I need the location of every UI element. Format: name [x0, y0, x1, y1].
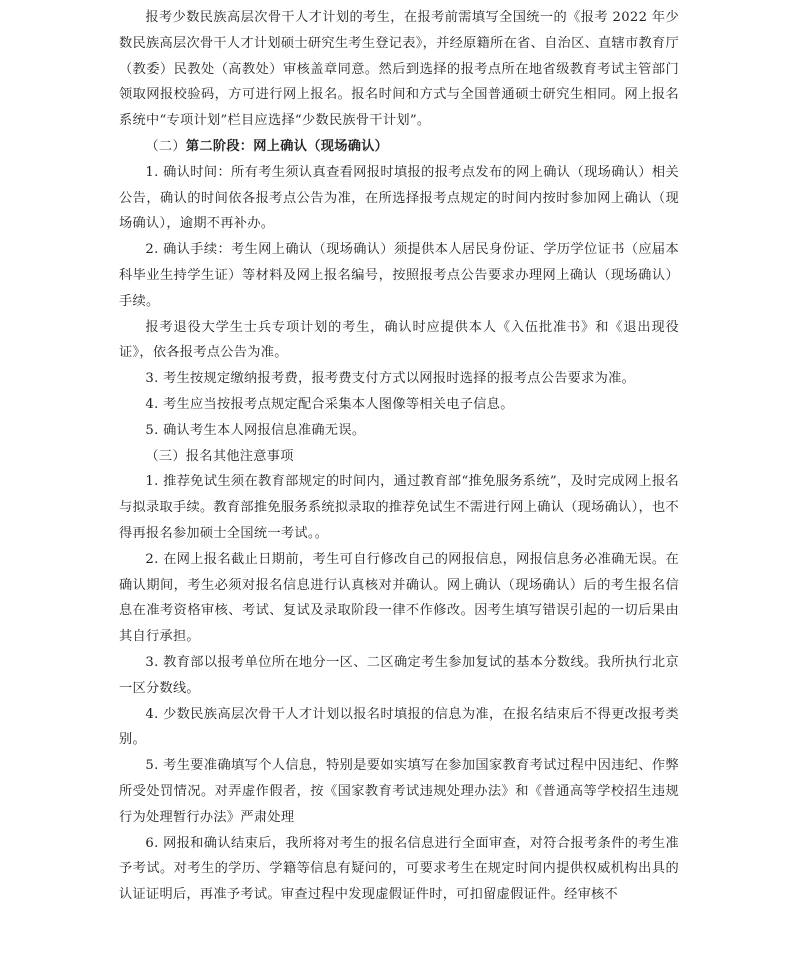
paragraph-verify-info: 5. 确认考生本人网报信息准确无误。 — [145, 422, 366, 438]
paragraph-confirm-procedure: 2. 确认手续：考生网上确认（现场确认）须提供本人居民身份证、学历学位证书（应届本科毕业生持学生证）等材料及网上报名编号，按照报考点公告要求办理网上确认（现场确认）手续。 — [119, 242, 679, 309]
paragraph-minority-program: 报考少数民族高层次骨干人才计划的考生，在报考前需填写全国统一的《报考 2022 年少数民族高层次骨干人才计划硕士研究生考生登记表》，并经原籍所在省、自治区、直辖市教育厅（教委）民教处（高教处）审核盖章同意。然后到选择的报考点所在地省级教育考试主管部门领取网报校验码，方可进行网上报名。报名时间和方式与全国普通硕士研究生相同。网上报名系统中“专项计划”栏目应选择“少数民族骨干计划”。 — [119, 10, 679, 129]
section-heading-other-notes: （三）报名其他注意事项 — [145, 448, 294, 464]
paragraph-veteran-program: 报考退役大学生士兵专项计划的考生，确认时应提供本人《入伍批准书》和《退出现役证》，依各报考点公告为准。 — [119, 319, 679, 361]
paragraph-personal-info: 5. 考生要准确填写个人信息，特别是要如实填写在参加国家教育考试过程中因违纪、作弊所受处罚情况。对弄虚作假者，按《国家教育考试违规处理办法》和《普通高等学校招生违规行为处理暂行办法》严肃处理 — [119, 758, 679, 825]
section-heading-title: 第二阶段：网上确认（现场确认） — [185, 138, 389, 154]
section-heading-stage-two — [119, 134, 679, 160]
paragraph-modify-info: 2. 在网上报名截止日期前，考生可自行修改自己的网报信息，网报信息务必准确无误。在确认期间，考生必须对报名信息进行认真核对并确认。网上确认（现场确认）后的考生报名信息在准考资格审核、考试、复试及录取阶段一律不作修改。因考生填写错误引起的一切后果由其自行承担。 — [119, 551, 679, 645]
paragraph-confirm-time: 1. 确认时间：所有考生须认真查看网报时填报的报考点发布的网上确认（现场确认）相关公告，确认的时间依各报考点公告为准，在所选择报考点规定的时间内按时参加网上确认（现场确认），逾期不再补办。 — [119, 164, 679, 232]
paragraph-recommended-students: 1. 推荐免试生须在教育部规定的时间内，通过教育部“推免服务系统”，及时完成网上报名与拟录取手续。教育部推免服务系统拟录取的推荐免试生不需进行网上确认（现场确认），也不得再报名参加硕士全国统一考试。。 — [119, 474, 679, 541]
section-heading-prefix: （二） — [145, 138, 186, 154]
document-page — [119, 5, 679, 908]
paragraph-fee: 3. 考生按规定缴纳报考费，报考费支付方式以网报时选择的报考点公告要求为准。 — [145, 371, 636, 387]
paragraph-score-line: 3. 教育部以报考单位所在地分一区、二区确定考生参加复试的基本分数线。我所执行北京一区分数线。 — [119, 654, 679, 696]
paragraph-category-lock: 4. 少数民族高层次骨干人才计划以报名时填报的信息为准，在报名结束后不得更改报考类别。 — [119, 706, 679, 748]
paragraph-review: 6. 网报和确认结束后，我所将对考生的报名信息进行全面审查，对符合报考条件的考生准予考试。对考生的学历、学籍等信息有疑问的，可要求考生在规定时间内提供权威机构出具的认证证明后，再准予考试。审查过程中发现虚假证件时，可扣留虚假证件。经审核不 — [119, 835, 679, 903]
paragraph-photo: 4. 考生应当按报考点规定配合采集本人图像等相关电子信息。 — [145, 396, 514, 412]
